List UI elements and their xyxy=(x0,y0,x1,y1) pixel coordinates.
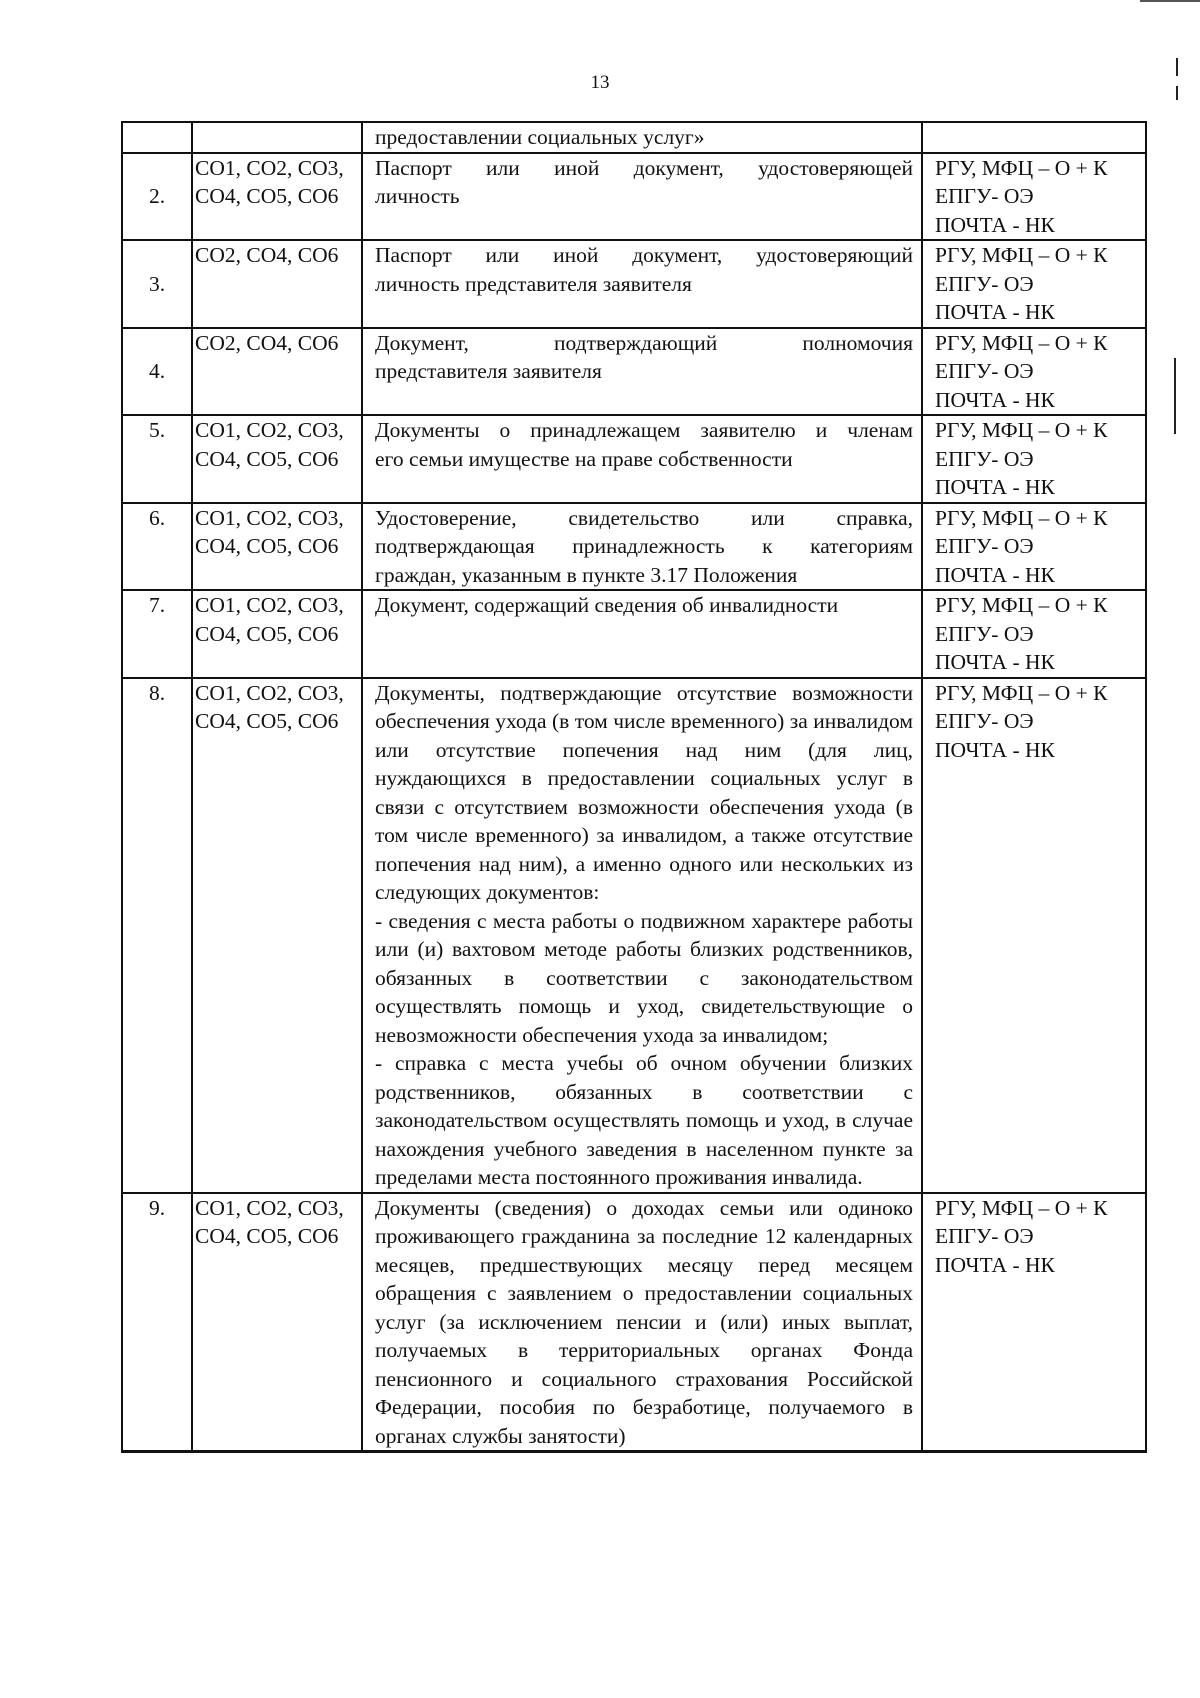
page-number: 13 xyxy=(590,72,610,93)
category-codes-cell xyxy=(192,415,362,503)
row-number-cell xyxy=(122,590,192,678)
category-codes: СО1, СО2, СО3, xyxy=(195,680,344,705)
category-codes: СО1, СО2, СО3, xyxy=(195,155,344,180)
document-text: Документы о принадлежащем заявителю и членам xyxy=(375,418,913,442)
category-codes-cell xyxy=(192,1193,362,1452)
document-cell xyxy=(362,1193,922,1452)
document-cell xyxy=(362,328,922,416)
submission-way: ЕПГУ- ОЭ xyxy=(935,709,1034,733)
document-paragraph: Документы, подтверждающие отсутствие возможности обеспечения ухода (в том числе временного) за инвалидом или отсутствие попечения над ним (для лиц, нуждающихся в предоставлении социальных услуг в связи с отсутствием возможности обеспечения ухода (в том числе временного) за инвалидом, а также отсутствие попечения над ним), а именно одного или нескольких из следующих документов: xyxy=(375,680,913,904)
row-number: 7. xyxy=(148,593,166,617)
row-number-cell xyxy=(122,415,192,503)
table-row xyxy=(122,1193,1146,1452)
document-text: Паспорт или иной документ, удостоверяющий xyxy=(375,243,913,267)
submission-ways-cell xyxy=(922,503,1146,591)
row-number: 4. xyxy=(148,359,166,383)
document-cell xyxy=(362,590,922,678)
submission-way: РГУ, МФЦ – О + К xyxy=(935,330,1108,355)
submission-way: ПОЧТА - НК xyxy=(935,650,1055,674)
submission-way: РГУ, МФЦ – О + К xyxy=(935,593,1108,617)
table-row xyxy=(122,328,1146,416)
submission-ways-cell xyxy=(922,153,1146,241)
submission-way: РГУ, МФЦ – О + К xyxy=(935,680,1108,705)
row-number: 3. xyxy=(148,271,166,296)
table-row xyxy=(122,240,1146,328)
submission-way: ЕПГУ- ОЭ xyxy=(935,184,1034,208)
submission-way: ЕПГУ- ОЭ xyxy=(935,359,1034,383)
document-text: предоставлении социальных услуг» xyxy=(375,125,705,149)
document-cell xyxy=(362,678,922,1193)
document-text: Паспорт или иной документ, удостоверяющей xyxy=(375,155,913,180)
table-row xyxy=(122,678,1146,1193)
submission-ways-cell xyxy=(922,415,1146,503)
document-text: личность представителя заявителя xyxy=(375,271,692,296)
document-cell xyxy=(362,240,922,328)
category-codes: СО4, СО5, СО6 xyxy=(195,621,339,646)
submission-way: РГУ, МФЦ – О + К xyxy=(935,418,1108,442)
category-codes-cell xyxy=(192,240,362,328)
document-text: личность xyxy=(375,184,460,208)
submission-way: ЕПГУ- ОЭ xyxy=(935,1224,1034,1248)
row-number-cell xyxy=(122,328,192,416)
row-number: 2. xyxy=(148,184,166,208)
submission-way: ЕПГУ- ОЭ xyxy=(935,446,1034,471)
document-paragraph: Документы (сведения) о доходах семьи или одиноко проживающего гражданина за последние 12 календарных месяцев, предшествующих месяцу перед месяцем обращения с заявлением о предоставлении социальных услуг (за исключением пенсии и (или) иных выплат, получаемых в территориальных органах Фонда пенсионного и социального страхования Российской Федерации, пособия по безработице, получаемого в органах службы занятости) xyxy=(375,1195,913,1448)
table-row-continuation xyxy=(122,122,1146,153)
scan-edge-mark xyxy=(1176,58,1178,76)
document-cell xyxy=(362,415,922,503)
submission-way: ПОЧТА - НК xyxy=(935,212,1055,237)
row-number-cell xyxy=(122,240,192,328)
document-text: представителя заявителя xyxy=(375,359,602,383)
submission-ways-cell xyxy=(922,590,1146,678)
row-number-cell xyxy=(122,122,192,153)
submission-way: ПОЧТА - НК xyxy=(935,562,1055,587)
submission-way: ЕПГУ- ОЭ xyxy=(935,534,1034,558)
document-cell xyxy=(362,122,922,153)
table-row xyxy=(122,503,1146,591)
document-paragraph: - сведения с места работы о подвижном характере работы или (и) вахтовом методе работы близких родственников, обязанных в соответствии с законодательством осуществлять помощь и уход, свидетельствующие о невозможности обеспечения ухода за инвалидом; xyxy=(375,908,913,1047)
category-codes: СО4, СО5, СО6 xyxy=(195,709,339,733)
documents-table xyxy=(121,121,1147,1453)
row-number-cell xyxy=(122,153,192,241)
category-codes: СО4, СО5, СО6 xyxy=(195,446,339,471)
submission-way: ЕПГУ- ОЭ xyxy=(935,621,1034,646)
table-row xyxy=(122,415,1146,503)
row-number-cell xyxy=(122,1193,192,1452)
category-codes-cell xyxy=(192,590,362,678)
row-number: 6. xyxy=(148,505,166,530)
category-codes-cell xyxy=(192,503,362,591)
document-cell xyxy=(362,503,922,591)
submission-way: РГУ, МФЦ – О + К xyxy=(935,1195,1108,1220)
scan-edge-mark xyxy=(1140,0,1200,2)
document-text: Удостоверение, свидетельство или справка, xyxy=(375,505,913,530)
submission-way: РГУ, МФЦ – О + К xyxy=(935,243,1108,267)
category-codes: СО1, СО2, СО3, xyxy=(195,593,344,617)
submission-ways-cell xyxy=(922,328,1146,416)
document-text: граждан, указанным в пункте 3.17 Положения xyxy=(375,562,798,587)
row-number: 8. xyxy=(148,680,166,705)
submission-way: ПОЧТА - НК xyxy=(935,475,1055,499)
row-number: 9. xyxy=(148,1195,166,1220)
table-row xyxy=(122,153,1146,241)
category-codes: СО4, СО5, СО6 xyxy=(195,184,339,208)
category-codes: СО4, СО5, СО6 xyxy=(195,534,339,558)
document-text: Документ, содержащий сведения об инвалидности xyxy=(375,593,839,617)
submission-way: ПОЧТА - НК xyxy=(935,1252,1055,1277)
submission-ways-cell xyxy=(922,1193,1146,1452)
document-text: Документ, подтверждающий полномочия xyxy=(375,330,913,355)
category-codes: СО2, СО4, СО6 xyxy=(195,330,339,355)
document-cell xyxy=(362,153,922,241)
row-number-cell xyxy=(122,678,192,1193)
submission-way: ЕПГУ- ОЭ xyxy=(935,271,1034,296)
submission-way: ПОЧТА - НК xyxy=(935,737,1055,762)
document-paragraph: - справка с места учебы об очном обучении близких родственников, обязанных в соответствии с законодательством осуществлять помощь и уход, в случае нахождения учебного заведения в населенном пункте за пределами места постоянного проживания инвалида. xyxy=(375,1051,913,1189)
category-codes-cell xyxy=(192,153,362,241)
category-codes-cell xyxy=(192,678,362,1193)
submission-ways-cell xyxy=(922,678,1146,1193)
document-text: подтверждающая принадлежность к категориям xyxy=(375,534,913,558)
submission-way: РГУ, МФЦ – О + К xyxy=(935,155,1108,180)
submission-ways-cell xyxy=(922,240,1146,328)
submission-ways-cell xyxy=(922,122,1146,153)
category-codes: СО4, СО5, СО6 xyxy=(195,1224,339,1248)
submission-way: ПОЧТА - НК xyxy=(935,300,1055,324)
scan-edge-mark xyxy=(1174,358,1176,434)
category-codes-cell xyxy=(192,122,362,153)
category-codes: СО1, СО2, СО3, xyxy=(195,1195,344,1220)
row-number-cell xyxy=(122,503,192,591)
row-number: 5. xyxy=(148,418,166,442)
document-text: его семьи имуществе на праве собственности xyxy=(375,446,793,471)
category-codes-cell xyxy=(192,328,362,416)
category-codes: СО1, СО2, СО3, xyxy=(195,505,344,530)
category-codes: СО2, СО4, СО6 xyxy=(195,243,339,267)
category-codes: СО1, СО2, СО3, xyxy=(195,418,344,442)
table-row xyxy=(122,590,1146,678)
scan-edge-mark xyxy=(1176,86,1178,100)
submission-way: ПОЧТА - НК xyxy=(935,387,1055,412)
submission-way: РГУ, МФЦ – О + К xyxy=(935,505,1108,530)
